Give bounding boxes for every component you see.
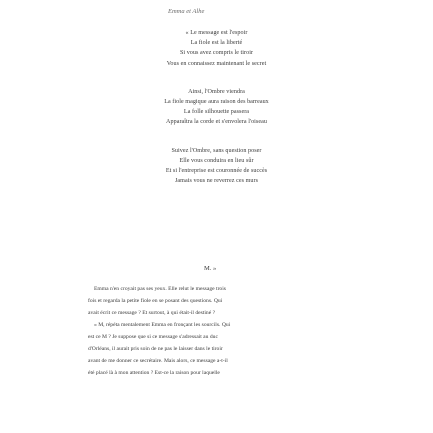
poem-signoff: M. » (204, 265, 217, 272)
prose-line: avait écrit ce message ? Et surtout, à qui était-il destiné ? (88, 310, 216, 316)
signature-logo: Emma et Alhe (168, 8, 205, 15)
prose-line: est ce M ? Je suppose que si ce message s'adressait au duc (88, 334, 218, 340)
poem-line: Apparaîtra la corde et s'envolera l'oiseau (166, 119, 267, 126)
prose-line: avant de me donner ce secrétaire. Mais alors, ce message a-t-il (88, 358, 228, 364)
poem-stanza-3 (0, 146, 433, 187)
poem (0, 28, 433, 198)
poem-line: Elle vous conduira en lieu sûr (179, 157, 254, 164)
prose-line: d'Orléans, il aurait pris soin de ne pas le laisser dans le tiroir (88, 346, 223, 352)
prose-body (88, 283, 348, 379)
poem-stanza-2 (0, 87, 433, 128)
poem-line: Et si l'entreprise est couronnée de succès (165, 168, 268, 175)
prose-line: fois et regarda la petite fiole en se posant des questions. Qui (88, 298, 223, 304)
poem-stanza-1 (0, 28, 433, 69)
prose-line: été placé là à mon attention ? Est-ce la raison pour laquelle (88, 370, 220, 376)
poem-line: Ainsi, l'Ombre viendra (188, 88, 245, 95)
poem-line: « Le message est l'espoir (185, 30, 248, 36)
prose-line: Emma n'en croyait pas ses yeux. Elle relut le message trois (94, 286, 226, 292)
poem-line: La fiole magique aura raison des barreaux (164, 99, 269, 106)
poem-line: Jamais vous ne reverrez ces murs (175, 178, 258, 185)
poem-line: La folle silhouette passera (183, 109, 250, 116)
poem-line: Si vous avez compris le tiroir (179, 50, 254, 57)
poem-line: Vous en connaissez maintenant le secret (166, 60, 267, 67)
poem-line: La fiole est la liberté (190, 40, 243, 47)
prose-line: « M, répéta mentalement Emma en fronçant les sourcils. Qui (94, 322, 231, 328)
poem-line: Suivez l'Ombre, sans question poser (171, 147, 262, 154)
